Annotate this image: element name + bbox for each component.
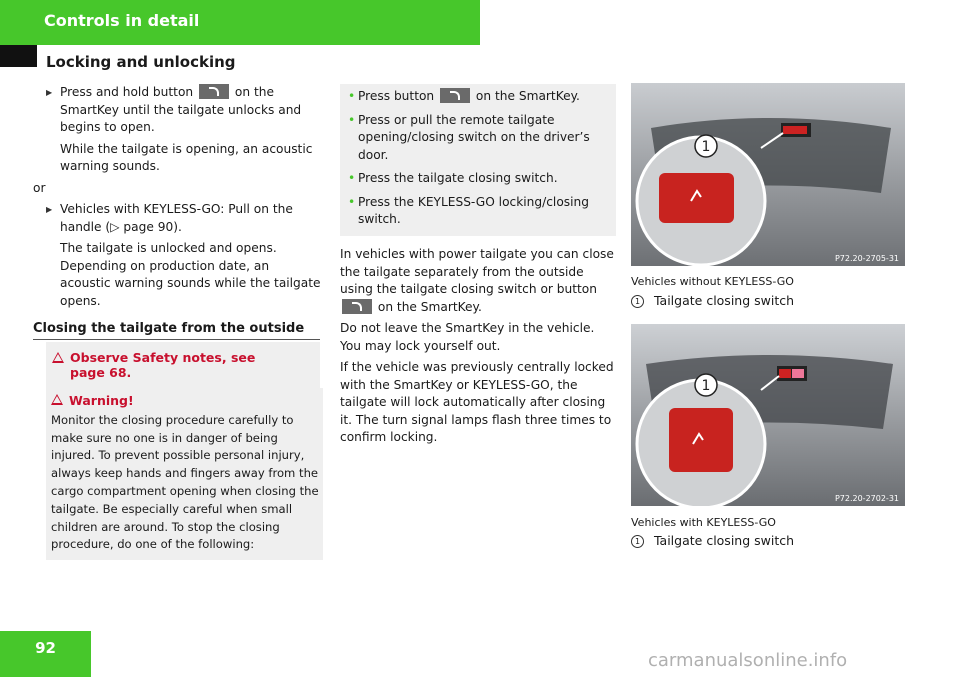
warning-title: Warning! — [51, 392, 321, 410]
photo-2-caption: Vehicles with KEYLESS-GO — [631, 516, 776, 529]
chapter-title: Controls in detail — [44, 11, 200, 30]
para-smartkey: Do not leave the SmartKey in the vehicle. You may lock yourself out. — [340, 321, 595, 353]
step-2-note: The tailgate is unlocked and opens. Depending on production date, an acoustic warning sounds while the tailgate opens. — [60, 241, 321, 308]
safety-note: Observe Safety notes, see page 68. — [52, 350, 290, 380]
tailgate-key-icon — [440, 88, 470, 103]
warning-triangle-icon — [52, 352, 64, 363]
header-bar — [0, 0, 480, 45]
section-title: Locking and unlocking — [46, 53, 236, 71]
section-marker — [0, 45, 37, 67]
bullet-4: • Press the KEYLESS-GO locking/closing switch. — [348, 194, 611, 229]
photo-without-keyless-go — [631, 83, 905, 266]
photo-code: P72.20-2705-31 — [834, 254, 899, 263]
callout-number-1: 1 — [701, 378, 711, 394]
para-auto-lock: If the vehicle was previously centrally locked with the SmartKey or KEYLESS-GO, the tailgate will lock automatically after closing it. The turn signal lamps flash three times to confirm locking. — [340, 360, 614, 444]
para-power-tailgate: In vehicles with power tailgate you can close the tailgate separately from the outside using the tailgate closing switch or button on the SmartKey. — [340, 247, 614, 314]
subheading: Closing the tailgate from the outside — [33, 321, 320, 340]
photo-code: P72.20-2702-31 — [834, 494, 899, 503]
bullet-2: • Press or pull the remote tailgate opening/closing switch on the driver’s door. — [348, 112, 611, 165]
page-number: 92 — [0, 631, 91, 677]
callout-number-1: 1 — [701, 139, 711, 155]
stop-options-box — [340, 84, 616, 236]
left-column — [33, 84, 322, 314]
tailgate-photo-2 — [631, 324, 905, 506]
photo-2-callout: 1 Tailgate closing switch — [631, 533, 794, 548]
bullet-1: • Press button on the SmartKey. — [348, 88, 611, 106]
bullet-3: • Press the tailgate closing switch. — [348, 170, 611, 188]
step-1-note: While the tailgate is opening, an acoustic warning sounds. — [60, 141, 313, 173]
photo-with-keyless-go — [631, 324, 905, 506]
photo-1-caption: Vehicles without KEYLESS-GO — [631, 275, 794, 288]
tailgate-photo-1 — [631, 83, 905, 266]
step-1: ▶ Press and hold button on the SmartKey until the tailgate unlocks and begins to open. — [46, 84, 322, 137]
warning-triangle-icon — [51, 394, 63, 405]
callout-number: 1 — [631, 535, 644, 548]
watermark: carmanualsonline.info — [648, 650, 848, 671]
tailgate-key-icon — [342, 299, 372, 314]
safety-box — [46, 342, 320, 390]
warning-text: Monitor the closing procedure carefully to make sure no one is in danger of being injured. To prevent possible personal injury, always keep hands and fingers away from the cargo compartment opening when closing the tailgate. Be especially careful when small children are around. To stop the closing procedure, do one of the following: — [51, 412, 319, 552]
photo-1-callout: 1 Tailgate closing switch — [631, 293, 794, 308]
warning-box — [46, 388, 323, 560]
step-2: ▶ Vehicles with KEYLESS-GO: Pull on the handle (▷ page 90). — [46, 201, 322, 236]
callout-number: 1 — [631, 295, 644, 308]
middle-column — [340, 246, 616, 451]
tailgate-key-icon — [199, 84, 229, 99]
or-text: or — [33, 180, 46, 195]
